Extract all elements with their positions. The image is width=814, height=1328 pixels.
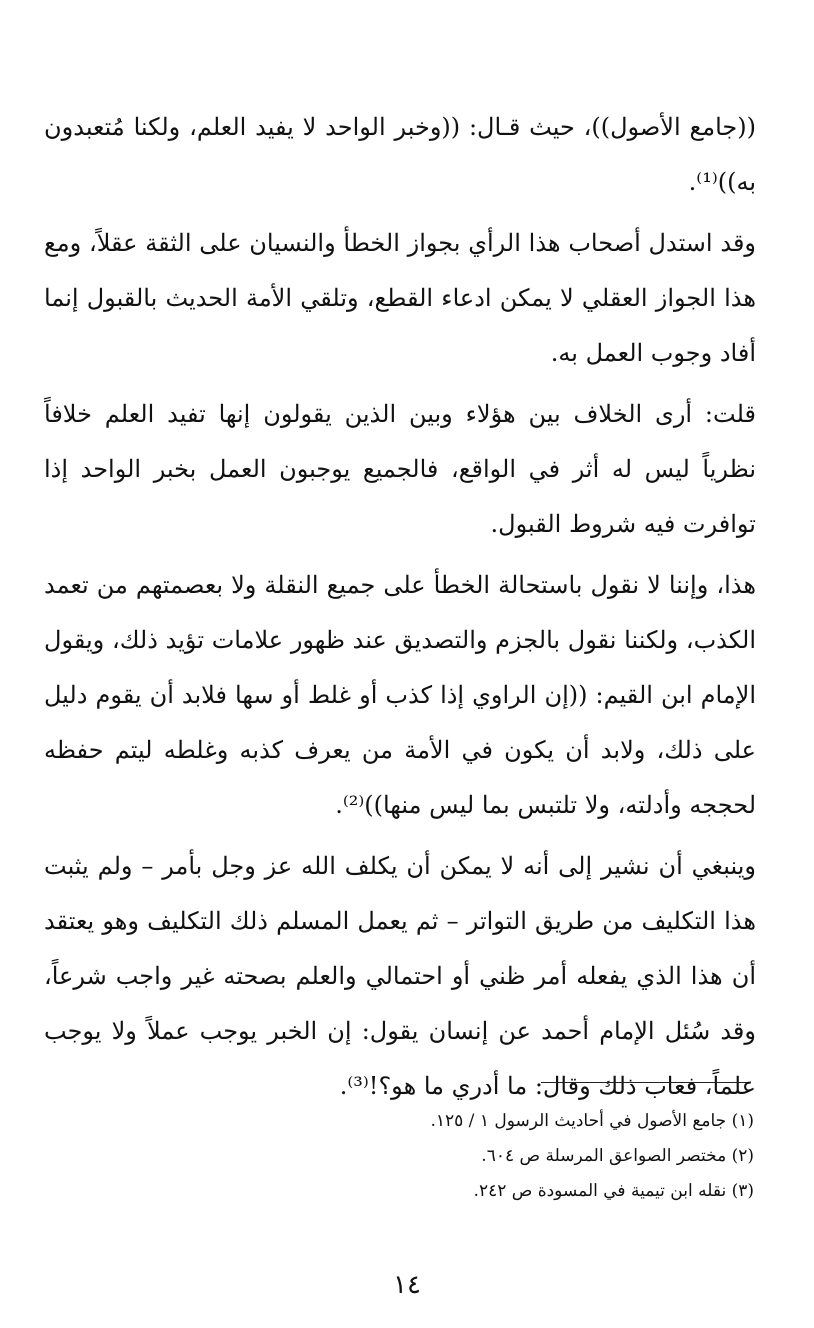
footnote-1: (١) جامع الأصول في أحاديث الرسول ١ / ١٢٥. <box>430 1111 754 1131</box>
paragraph-2: وقد استدل أصحاب هذا الرأي بجواز الخطأ والنسيان على الثقة عقلاً، ومع هذا الجواز العقلي لا يمكن ادعاء القطع، وتلقي الأمة الحديث بالقبول إنما أفاد وجوب العمل به. <box>44 229 756 367</box>
footnote-2: (٢) مختصر الصواعق المرسلة ص ٦٠٤. <box>481 1146 754 1166</box>
footnote-3: (٣) نقله ابن تيمية في المسودة ص ٢٤٢. <box>473 1181 754 1201</box>
paragraph-1: ((جامع الأصول))، حيث قـال: ((وخبر الواحد لا يفيد العلم، ولكنا مُتعبدون به))⁽¹⁾. <box>44 113 756 196</box>
footnotes <box>100 1104 754 1209</box>
paragraph-4: هذا، وإننا لا نقول باستحالة الخطأ على جميع النقلة ولا بعصمتهم من تعمد الكذب، ولكننا نقول بالجزم والتصديق عند ظهور علامات تؤيد ذلك، ويقول الإمام ابن القيم: ((إن الراوي إذا كذب أو غلط أو سها فلابد أن يقوم دليل على ذلك، ولابد أن يكون في الأمة من يعرف كذبه وغلطه ليتم حفظه لحججه وأدلته، ولا تلتبس بما ليس منها))⁽²⁾. <box>44 571 756 819</box>
page-number: ١٤ <box>393 1270 421 1300</box>
main-text <box>44 100 756 1120</box>
paragraph-5: وينبغي أن نشير إلى أنه لا يمكن أن يكلف الله عز وجل بأمر – ولم يثبت هذا التكليف من طريق التواتر – ثم يعمل المسلم ذلك التكليف وهو يعتقد أن هذا الذي يفعله أمر ظني أو احتمالي والعلم بصحته غير واجب شرعاً، وقد سُئل الإمام أحمد عن إنسان يقول: إن الخبر يوجب عملاً ولا يوجب علماً، فعاب ذلك وقال: ما أدري ما هو؟!⁽³⁾. <box>44 852 756 1100</box>
footnote-divider <box>541 1082 747 1083</box>
paragraph-3: قلت: أرى الخلاف بين هؤلاء وبين الذين يقولون إنها تفيد العلم خلافاً نظرياً ليس له أثر في الواقع، فالجميع يوجبون العمل بخبر الواحد إذا توافرت فيه شروط القبول. <box>44 400 756 538</box>
